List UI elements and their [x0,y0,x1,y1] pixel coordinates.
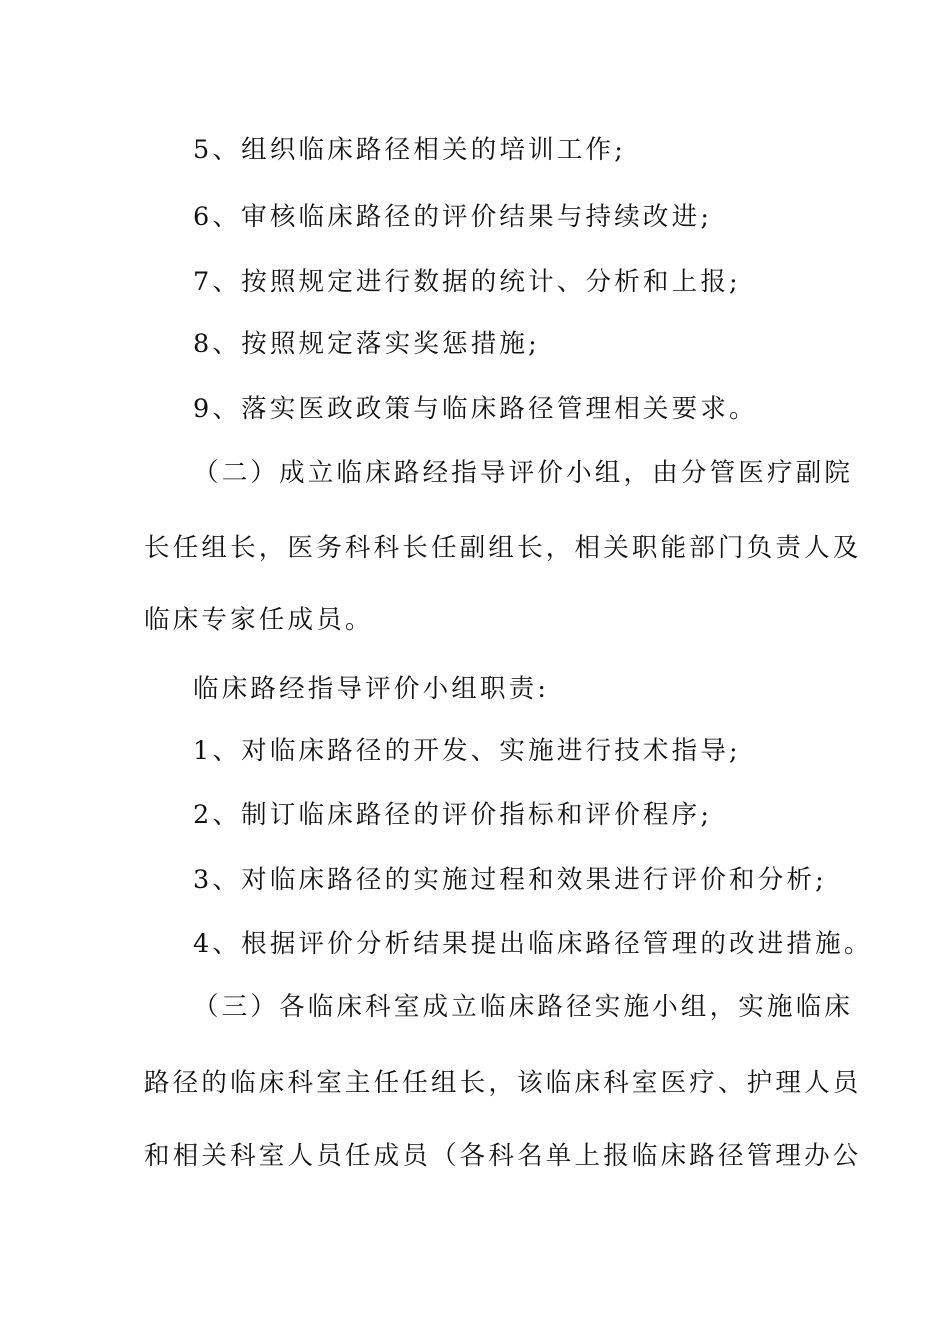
section-two-line-1: （二）成立临床路经指导评价小组，由分管医疗副院 [193,458,854,488]
duty-item-9: 9、落实医政政策与临床路径管理相关要求。 [193,394,758,424]
group-duty-item-3: 3、对临床路径的实施过程和效果进行评价和分析; [193,865,827,895]
duty-item-8: 8、按照规定落实奖惩措施; [193,329,540,359]
group-duty-item-4: 4、根据评价分析结果提出临床路径管理的改进措施。 [193,929,873,959]
duty-item-5: 5、组织临床路径相关的培训工作; [193,135,627,165]
duty-item-6: 6、审核临床路径的评价结果与持续改进; [193,202,713,232]
section-three-line-1: （三）各临床科室成立临床路径实施小组，实施临床 [193,992,854,1022]
section-two-line-3: 临床专家任成员。 [144,605,374,635]
group-duties-heading: 临床路经指导评价小组职责: [193,674,550,704]
group-duty-item-1: 1、对临床路径的开发、实施进行技术指导; [193,736,741,766]
duty-item-7: 7、按照规定进行数据的统计、分析和上报; [193,267,741,297]
section-three-line-2: 路径的临床科室主任任组长，该临床科室医疗、护理人员 [144,1068,862,1098]
group-duty-item-2: 2、制订临床路径的评价指标和评价程序; [193,800,713,830]
section-three-line-3: 和相关科室人员任成员（各科名单上报临床路径管理办公 [144,1141,862,1171]
section-two-line-2: 长任组长，医务科科长任副组长，相关职能部门负责人及 [144,533,862,563]
